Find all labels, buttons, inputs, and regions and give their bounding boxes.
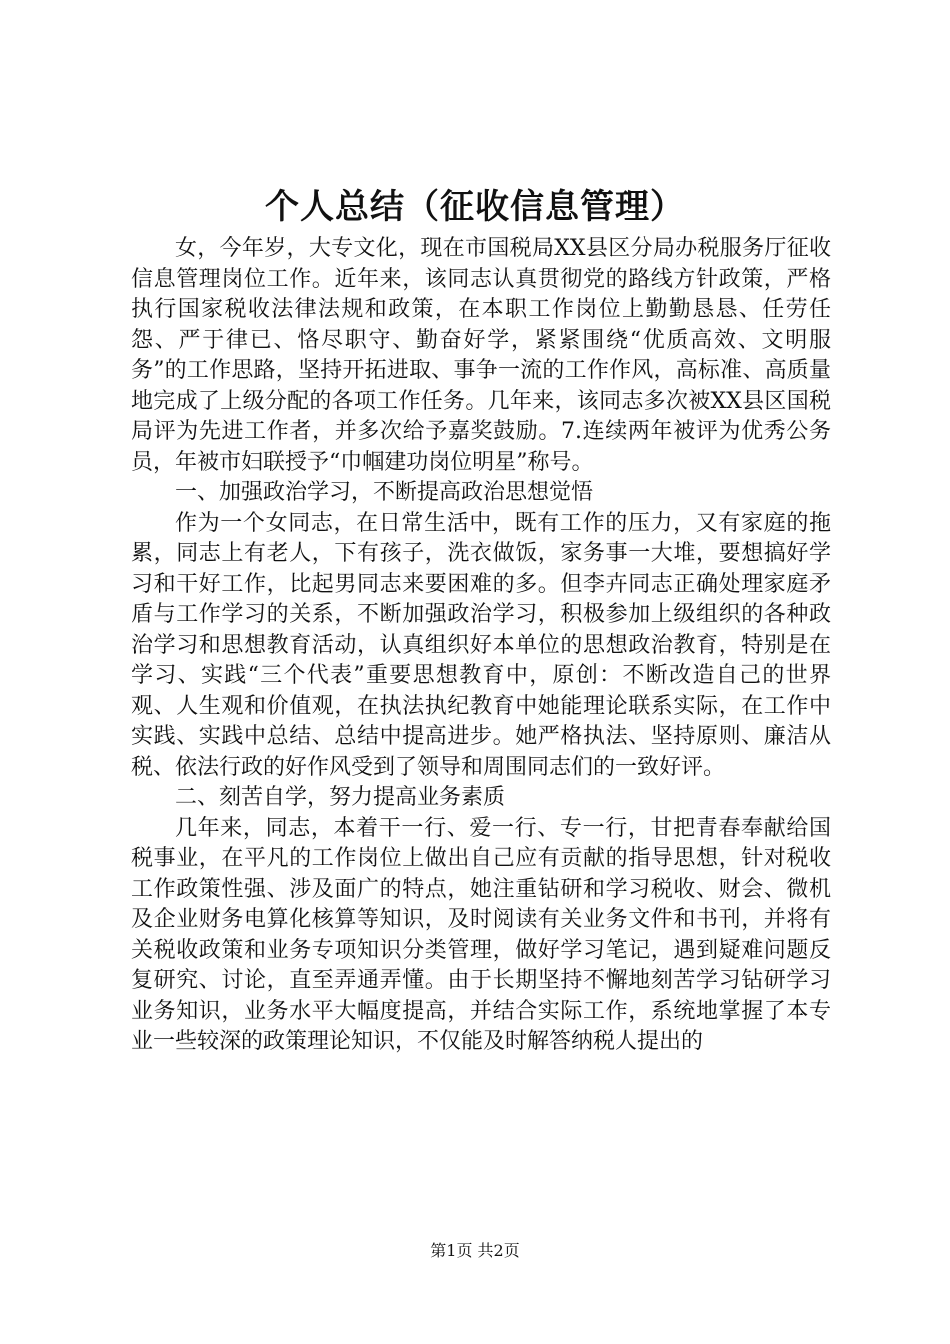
section-heading-2: 二、刻苦自学，努力提高业务素质 [175, 785, 506, 810]
page-number-footer: 第1页 共2页 [430, 1241, 520, 1260]
document-body [131, 234, 831, 1058]
intro-paragraph: 女，今年岁，大专文化，现在市国税局XX县区分局办税服务厅征收信息管理岗位工作。近年来，该同志认真贯彻党的路线方针政策，严格执行国家税收法律法规和政策，在本职工作岗位上勤勤恳恳、任劳任怨、严于律已、恪尽职守、勤奋好学，紧紧围绕“优质高效、文明服务”的工作思路，坚持开拓进取、事争一流的工作作风，高标准、高质量地完成了上级分配的各项工作任务。几年来，该同志多次被XX县区国税局评为先进工作者，并多次给予嘉奖鼓励。7.连续两年被评为优秀公务员，年被市妇联授予“巾帼建功岗位明星”称号。 [131, 236, 831, 475]
section-1-paragraph: 作为一个女同志，在日常生活中，既有工作的压力，又有家庭的拖累，同志上有老人，下有孩子，洗衣做饭，家务事一大堆，要想搞好学习和干好工作，比起男同志来要困难的多。但李卉同志正确处理家庭矛盾与工作学习的关系，不断加强政治学习，积极参加上级组织的各种政治学习和思想教育活动，认真组织好本单位的思想政治教育，特别是在学习、实践“三个代表”重要思想教育中，原创：不断改造自己的世界观、人生观和价值观，在执法执纪教育中她能理论联系实际，在工作中实践、实践中总结、总结中提高进步。她严格执法、坚持原则、廉洁从税、依法行政的好作风受到了领导和周围同志们的一致好评。 [131, 510, 831, 780]
section-heading-1: 一、加强政治学习，不断提高政治思想觉悟 [175, 480, 594, 505]
section-2-paragraph: 几年来，同志，本着干一行、爱一行、专一行，甘把青春奉献给国税事业，在平凡的工作岗位上做出自己应有贡献的指导思想，针对税收工作政策性强、涉及面广的特点，她注重钻研和学习税收、财会、微机及企业财务电算化核算等知识，及时阅读有关业务文件和书刊，并将有关税收政策和业务专项知识分类管理，做好学习笔记，遇到疑难问题反复研究、讨论，直至弄通弄懂。由于长期坚持不懈地刻苦学习钻研学习业务知识，业务水平大幅度提高，并结合实际工作，系统地掌握了本专业一些较深的政策理论知识，不仅能及时解答纳税人提出的 [131, 815, 831, 1054]
page-title: 个人总结（征收信息管理） [265, 187, 685, 227]
